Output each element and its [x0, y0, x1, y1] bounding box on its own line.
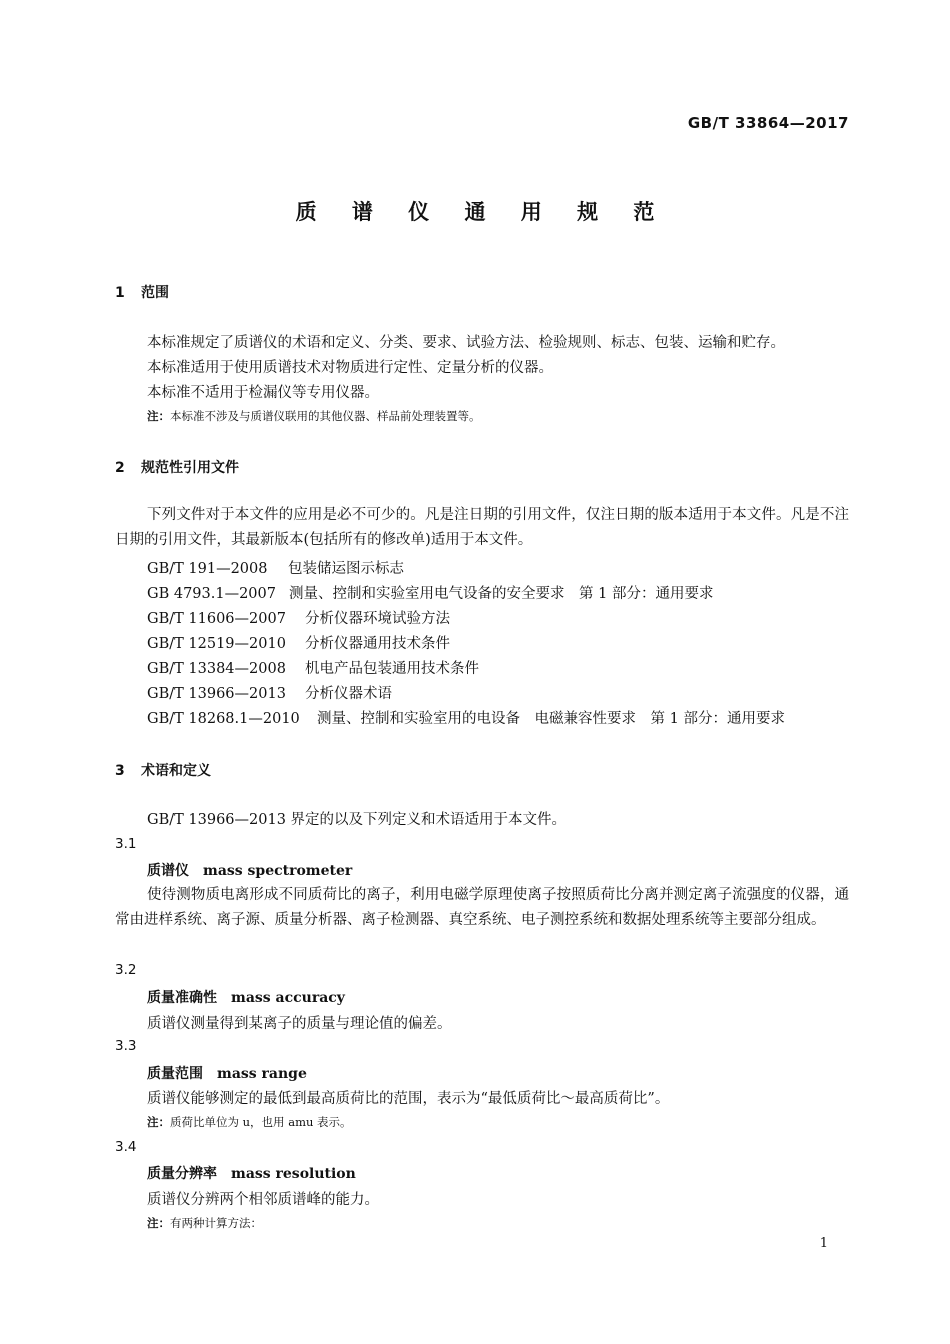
section-title: 术语和定义: [141, 763, 211, 779]
reference-item: [147, 657, 479, 678]
clause-number: 3.4: [115, 1139, 137, 1155]
note-text: 有两种计算方法：: [170, 1216, 262, 1230]
section-title: 范围: [141, 285, 169, 301]
note-label: 注：: [147, 409, 170, 423]
term-definition: 质谱仪分辨两个相邻质谱峰的能力。: [147, 1192, 379, 1208]
term-en: mass resolution: [231, 1166, 356, 1182]
reference-item: [147, 607, 450, 628]
clause-number: 3.1: [115, 836, 137, 852]
note-text: 本标准不涉及与质谱仪联用的其他仪器、样品前处理装置等。: [170, 409, 481, 423]
reference-item: [147, 707, 785, 728]
section-2-heading: [115, 457, 239, 477]
paragraph: 本标准不适用于检漏仪等专用仪器。: [147, 385, 379, 401]
reference-item: [147, 557, 404, 578]
reference-item: [147, 582, 713, 603]
term-definition: 使待测物质电离形成不同质荷比的离子，利用电磁学原理使离子按照质荷比分离并测定离子流强度的仪器，通常由进样系统、离子源、质量分析器、离子检测器、真空系统、电子测控系统和数据处理系统等主要部分组成。: [115, 887, 849, 928]
clause-number: 3.2: [115, 962, 137, 978]
reference-item: [147, 632, 450, 653]
reference-code: GB/T 18268.1—2010: [147, 711, 300, 727]
section-number: 1: [115, 285, 125, 301]
term-heading: [147, 1163, 356, 1183]
clause-number: 3.3: [115, 1038, 137, 1054]
term-zh: 质量范围: [147, 1066, 203, 1082]
reference-item: [147, 682, 392, 703]
section-3-heading: [115, 760, 211, 780]
note-label: 注：: [147, 1115, 170, 1129]
term-heading: [147, 860, 352, 880]
reference-code: GB/T 11606—2007: [147, 611, 286, 627]
section-title: 规范性引用文件: [141, 460, 239, 476]
document-title: 质 谱 仪 通 用 规 范: [295, 200, 669, 224]
reference-title: 包装储运图示标志: [288, 561, 404, 577]
note: [147, 1215, 262, 1231]
paragraph: GB/T 13966—2013 界定的以及下列定义和术语适用于本文件。: [147, 812, 567, 828]
reference-code: GB/T 13384—2008: [147, 661, 286, 677]
paragraph: 本标准规定了质谱仪的术语和定义、分类、要求、试验方法、检验规则、标志、包装、运输和贮存。: [147, 335, 785, 351]
section-number: 3: [115, 763, 125, 779]
term-en: mass range: [217, 1066, 307, 1082]
reference-title: 测量、控制和实验室用的电设备 电磁兼容性要求 第 1 部分：通用要求: [317, 711, 785, 727]
term-heading: [147, 1063, 307, 1083]
term-heading: [147, 987, 345, 1007]
section-number: 2: [115, 460, 125, 476]
reference-title: 测量、控制和实验室用电气设备的安全要求 第 1 部分：通用要求: [289, 586, 714, 602]
reference-code: GB 4793.1—2007: [147, 586, 276, 602]
reference-title: 分析仪器环境试验方法: [305, 611, 450, 627]
term-definition: 质谱仪测量得到某离子的质量与理论值的偏差。: [147, 1016, 452, 1032]
section-1-heading: [115, 282, 169, 302]
note-label: 注：: [147, 1216, 170, 1230]
reference-title: 分析仪器通用技术条件: [305, 636, 450, 652]
reference-code: GB/T 191—2008: [147, 561, 268, 577]
term-zh: 质谱仪: [147, 863, 189, 879]
reference-code: GB/T 12519—2010: [147, 636, 286, 652]
term-definition: 质谱仪能够测定的最低到最高质荷比的范围，表示为“最低质荷比～最高质荷比”。: [147, 1091, 670, 1107]
note-text: 质荷比单位为 u，也用 amu 表示。: [170, 1115, 352, 1129]
note: [147, 408, 481, 424]
term-zh: 质量分辨率: [147, 1166, 217, 1182]
note: [147, 1114, 352, 1130]
page-number: 1: [819, 1236, 828, 1251]
term-en: mass accuracy: [231, 990, 345, 1006]
reference-code: GB/T 13966—2013: [147, 686, 286, 702]
paragraph: 下列文件对于本文件的应用是必不可少的。凡是注日期的引用文件，仅注日期的版本适用于本文件。凡是不注日期的引用文件，其最新版本(包括所有的修改单)适用于本文件。: [115, 507, 849, 548]
standard-number: GB/T 33864—2017: [687, 114, 849, 132]
term-en: mass spectrometer: [203, 863, 353, 879]
term-zh: 质量准确性: [147, 990, 217, 1006]
reference-title: 机电产品包装通用技术条件: [305, 661, 479, 677]
paragraph: 本标准适用于使用质谱技术对物质进行定性、定量分析的仪器。: [147, 360, 553, 376]
reference-title: 分析仪器术语: [305, 686, 392, 702]
